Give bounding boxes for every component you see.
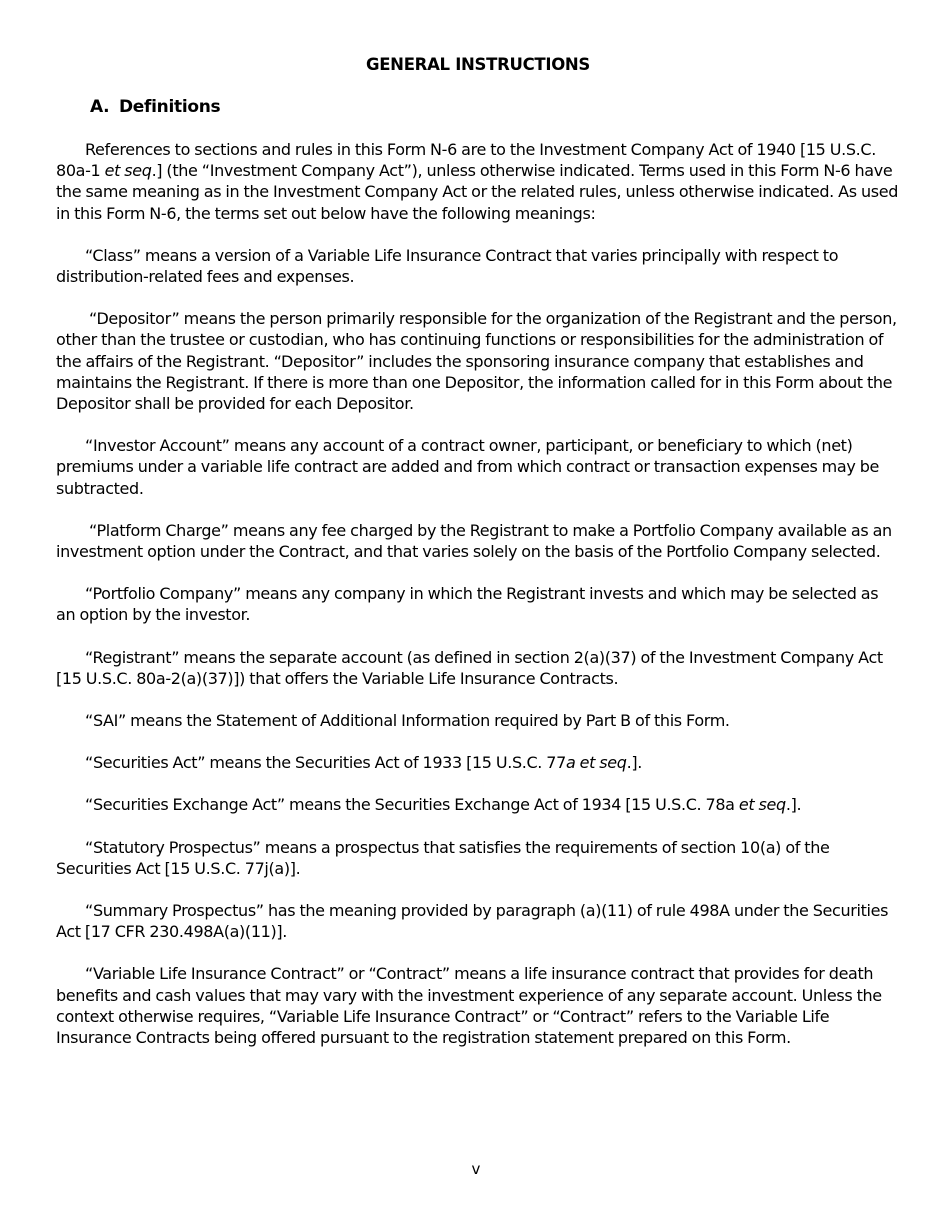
intro-italic-part: et seq [104,161,152,181]
definition-portfolio-company: “Portfolio Company” means any company in which the Registrant invests and which may be selected as an option by the investor. [56,584,879,625]
securities-act-italic-part: a et seq [565,753,627,773]
intro-text-part: References to sections and rules in this Form N-6 are to the Investment Company Act of 1940 [15 U.S.C. 80a-1 [56,140,876,181]
definition-registrant: “Registrant” means the separate account (as defined in section 2(a)(37) of the Investment Company Act [15 U.S.C. 80a-2(a)(37)]) that offers the Variable Life Insurance Contracts. [56,647,883,688]
page-title: GENERAL INSTRUCTIONS [365,55,591,74]
definition-variable-life-insurance-contract: “Variable Life Insurance Contract” or “Contract” means a life insurance contract that provides for death benefits and cash values that may vary with the investment experience of any separate account. Unless the context otherwise requires, “Variable Life Insurance Contract” or “Contract” refers to the Variable Life Insurance Contracts being offered pursuant to the registration statement prepared on this Form. [56,964,882,1048]
section-heading [90,97,220,117]
definition-sai: “SAI” means the Statement of Additional Information required by Part B of this Form. [85,711,730,731]
section-letter: A. [90,97,110,117]
securities-act-text-part: “Securities Act” means the Securities Act of 1933 [15 U.S.C. 77 [85,753,566,773]
page-number: v [471,1160,481,1178]
securities-act-text-part: .]. [626,753,642,773]
section-heading-text: Definitions [119,97,221,117]
definitions-body [56,139,900,1069]
exchange-act-italic-part: et seq [738,795,786,815]
definition-class: “Class” means a version of a Variable Life Insurance Contract that varies principally with respect to distribution-related fees and expenses. [56,245,839,287]
exchange-act-text-part: “Securities Exchange Act” means the Securities Exchange Act of 1934 [15 U.S.C. 78a [85,795,739,815]
definition-summary-prospectus: “Summary Prospectus” has the meaning provided by paragraph (a)(11) of rule 498A under the Securities Act [17 CFR 230.498A(a)(11)]. [56,901,889,942]
document-page [56,0,899,1230]
definition-depositor: “Depositor” means the person primarily responsible for the organization of the Registrant and the person, other than the trustee or custodian, who has continuing functions or responsibilities for the administration of the affairs of the Registrant. “Depositor” includes the sponsoring insurance company that establishes and maintains the Registrant. If there is more than one Depositor, the information called for in this Form about the Depositor shall be provided for each Depositor. [56,309,897,414]
definition-securities-act [56,752,900,773]
intro-paragraph [56,139,900,224]
definition-securities-exchange-act [56,794,900,815]
intro-text-part: .] (the “Investment Company Act”), unless otherwise indicated. Terms used in this Form N-6 have the same meaning as in the Investment Company Act or the related rules, unless otherwise indicated. As used in this Form N-6, the terms set out below have the following meanings: [56,161,899,223]
definition-statutory-prospectus: “Statutory Prospectus” means a prospectus that satisfies the requirements of section 10(a) of the Securities Act [15 U.S.C. 77j(a)]. [56,837,830,878]
definition-investor-account: “Investor Account” means any account of a contract owner, participant, or beneficiary to which (net) premiums under a variable life contract are added and from which contract or transaction expenses may be subtracted. [56,436,880,498]
exchange-act-text-part: .]. [785,795,802,815]
definition-platform-charge: “Platform Charge” means any fee charged by the Registrant to make a Portfolio Company available as an investment option under the Contract, and that varies solely on the basis of the Portfolio Company selected. [56,520,892,562]
